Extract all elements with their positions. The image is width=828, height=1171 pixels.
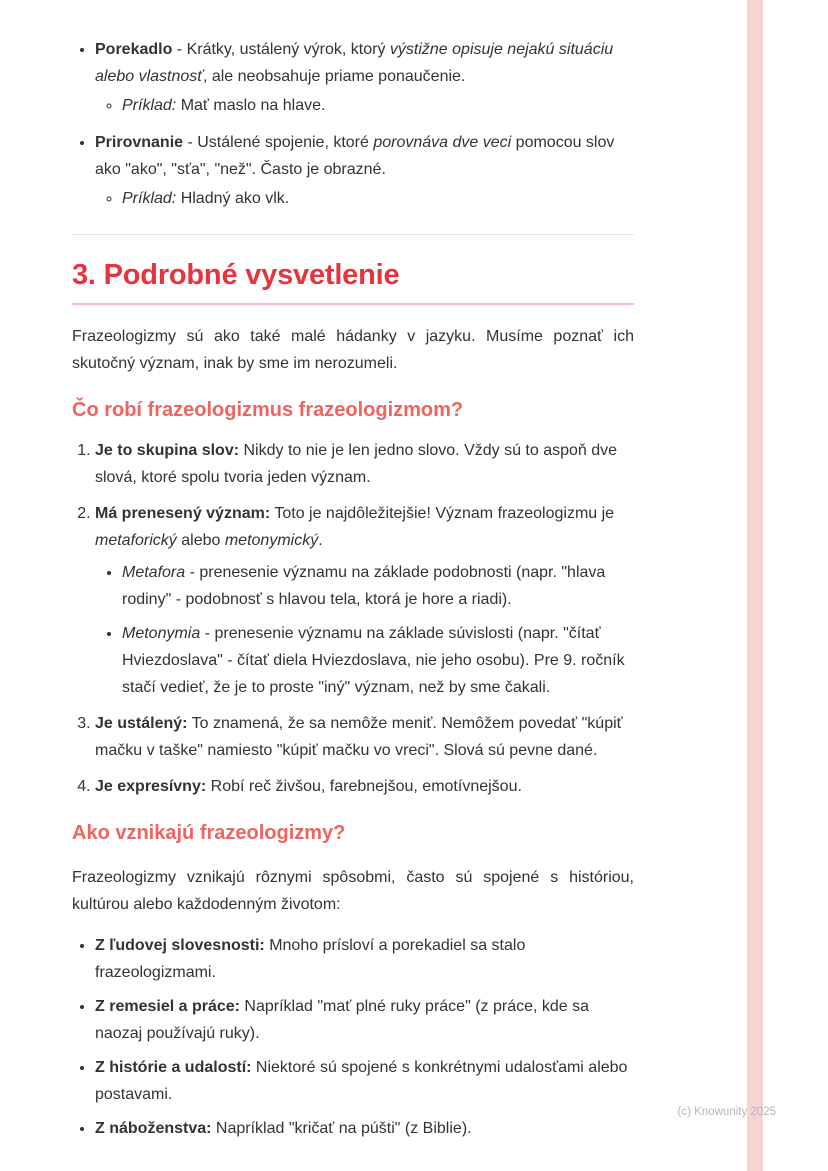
definitions-list [72, 36, 634, 212]
feature-label: Je expresívny: [95, 778, 207, 795]
origin-label: Z ľudovej slovesnosti: [95, 937, 265, 954]
origin-item-history [95, 1054, 634, 1108]
origins-intro-paragraph: Frazeologizmy vznikajú rôznymi spôsobmi, často sú spojené s históriou, kultúrou alebo každodenným životom: [72, 869, 634, 913]
origin-text: Napríklad "kričať na púšti" (z Biblie). [211, 1120, 472, 1137]
definition-italic: porovnáva dve veci [373, 134, 512, 151]
feature-label: Je to skupina slov: [95, 442, 240, 459]
sub-term-italic: Metafora [122, 564, 186, 581]
list-item-porekadlo [95, 36, 634, 119]
sub-term-text: - prenesenie významu na základe súvislosti (napr. "čítať Hviezdoslava" - čítať diela Hviezdoslava, nie jeho osobu). Pre 9. ročník stačí vedieť, že je to proste "iný" význam, než by sme čakali. [122, 625, 625, 696]
origins-list [72, 932, 634, 1142]
definition-italic: výstižne opisuje nejakú situáciu alebo vlastnosť [95, 41, 614, 85]
term-label: Prirovnanie [95, 134, 184, 151]
origin-item-crafts [95, 993, 634, 1047]
watermark: (c) Knowunity 2025 [677, 1106, 776, 1118]
feature-text: . [318, 532, 323, 549]
sub-item-metafora [122, 559, 634, 613]
origin-label: Z náboženstva: [95, 1120, 212, 1137]
term-label: Porekadlo [95, 41, 173, 58]
section-divider [72, 234, 634, 235]
feature-text: Nikdy to nie je len jedno slovo. Vždy sú to aspoň dve slová, ktoré spolu tvoria jeden význam. [95, 442, 618, 486]
origin-item-folklore [95, 932, 634, 986]
subsection-heading-origins: Ako vznikajú frazeologizmy? [72, 822, 346, 844]
example-item [122, 185, 634, 212]
features-numbered-list [72, 437, 634, 800]
side-accent-bar [747, 0, 763, 1171]
definition-text: - Ustálené spojenie, ktoré [183, 134, 374, 151]
origin-text: Napríklad "mať plné ruky práce" (z práce, kde sa naozaj používajú ruky). [95, 998, 590, 1042]
section-intro-paragraph: Frazeologizmy sú ako také malé hádanky v jazyku. Musíme poznať ich skutočný význam, inak by sme im nerozumeli. [72, 328, 634, 372]
example-text: Hladný ako vlk. [176, 190, 290, 207]
origin-text: Mnoho prísloví a porekadiel sa stalo frazeologizmami. [95, 937, 526, 981]
origin-item-religion [95, 1115, 634, 1142]
section-heading: 3. Podrobné vysvetlenie [72, 257, 634, 305]
feature-text: alebo [176, 532, 225, 549]
sub-term-text: - prenesenie významu na základe podobnosti (napr. "hlava rodiny" - podobnosť s hlavou tela, ktorá je hore a riadi). [122, 564, 606, 608]
feature-text: Robí reč živšou, farebnejšou, emotívnejšou. [206, 778, 522, 795]
numbered-item-3 [95, 710, 634, 764]
feature-label: Má prenesený význam: [95, 505, 271, 522]
numbered-item-1 [95, 437, 634, 491]
sub-term-italic: Metonymia [122, 625, 201, 642]
numbered-item-4 [95, 773, 634, 800]
origin-label: Z histórie a udalostí: [95, 1059, 252, 1076]
example-label: Príklad: [122, 97, 177, 114]
feature-italic: metaforický [95, 532, 177, 549]
numbered-item-2 [95, 500, 634, 701]
origin-label: Z remesiel a práce: [95, 998, 240, 1015]
subsection-heading-features: Čo robí frazeologizmus frazeologizmom? [72, 399, 464, 421]
example-list [95, 185, 634, 212]
definition-text: , ale neobsahuje priame ponaučenie. [202, 68, 466, 85]
definition-text: pomocou slov ako "ako", "sťa", "než". Často je obrazné. [95, 134, 615, 178]
example-label: Príklad: [122, 190, 177, 207]
feature-text: To znamená, že sa nemôže meniť. Nemôžem povedať "kúpiť mačku v taške" namiesto "kúpiť mačku vo vreci". Slová sú pevne dané. [95, 715, 623, 759]
sub-item-metonymia [122, 620, 634, 701]
list-item-prirovnanie [95, 129, 634, 212]
feature-text: Toto je najdôležitejšie! Význam frazeologizmu je [270, 505, 615, 522]
feature-label: Je ustálený: [95, 715, 188, 732]
feature-italic: metonymický [224, 532, 319, 549]
definition-text: - Krátky, ustálený výrok, ktorý [172, 41, 390, 58]
example-item [122, 92, 634, 119]
origin-text: Niektoré sú spojené s konkrétnymi udalosťami alebo postavami. [95, 1059, 628, 1103]
transfer-types-list [95, 559, 634, 701]
page-content [72, 36, 634, 1149]
example-list [95, 92, 634, 119]
example-text: Mať maslo na hlave. [176, 97, 326, 114]
